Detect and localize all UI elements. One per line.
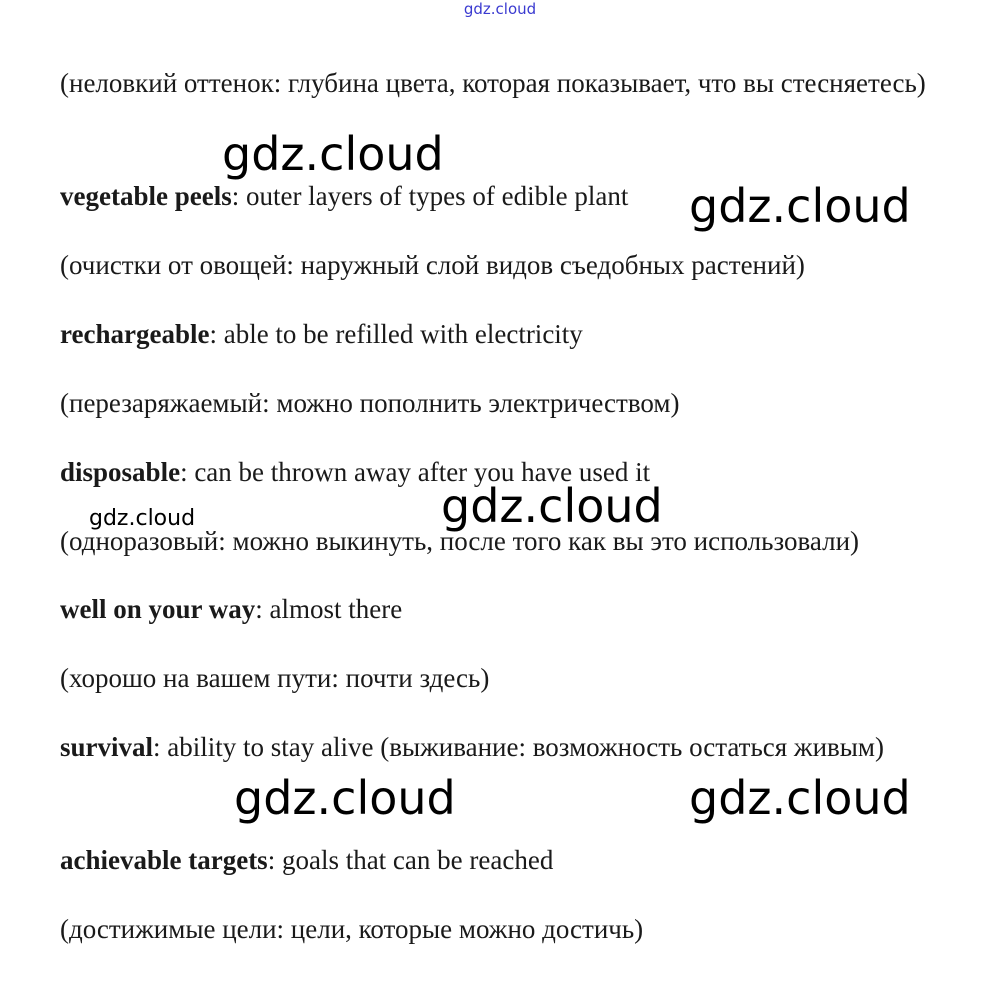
header-watermark[interactable]: gdz.cloud [463,0,537,18]
watermark-text: gdz.cloud [222,127,444,181]
entry-definition: (достижимые цели: цели, которые можно достичь) [60,914,644,944]
entry-term-line [60,725,938,769]
entry-term: vegetable peels [60,181,232,211]
watermark-text: gdz.cloud [89,506,196,531]
entry-definition: : goals that can be reached [267,845,554,875]
entry-translation [60,61,938,105]
entry-translation [60,381,938,425]
entry-term-line [60,312,938,356]
entry-translation [60,243,938,287]
entry-definition: : can be thrown away after you have used it [180,457,651,487]
watermark-text: gdz.cloud [234,771,456,825]
watermark-text: gdz.cloud [689,771,911,825]
entry-term-line [60,587,938,631]
entry-term-line [60,838,938,882]
entry-term: disposable [60,457,181,487]
entry-definition: (одноразовый: можно выкинуть, после того как вы это использовали) [60,526,860,556]
entry-translation [60,656,938,700]
entry-definition: : able to be refilled with electricity [209,319,583,349]
entry-definition: (неловкий оттенок: глубина цвета, которая показывает, что вы стесняетесь) [60,68,926,98]
entry-term: survival [60,732,154,762]
entry-definition: (очистки от овощей: наружный слой видов съедобных растений) [60,250,805,280]
watermark-text: gdz.cloud [689,179,911,233]
entry-definition: (хорошо на вашем пути: почти здесь) [60,663,490,693]
entry-definition: (перезаряжаемый: можно пополнить электричеством) [60,388,680,418]
entry-term: rechargeable [60,319,210,349]
entry-translation [60,907,938,951]
entry-definition: : ability to stay alive (выживание: возможность остаться живым) [153,732,885,762]
entry-definition: : outer layers of types of edible plant [231,181,629,211]
entry-term: well on your way [60,594,256,624]
entry-definition: : almost there [255,594,403,624]
watermark-text: gdz.cloud [441,479,663,533]
entry-term: achievable targets [60,845,268,875]
